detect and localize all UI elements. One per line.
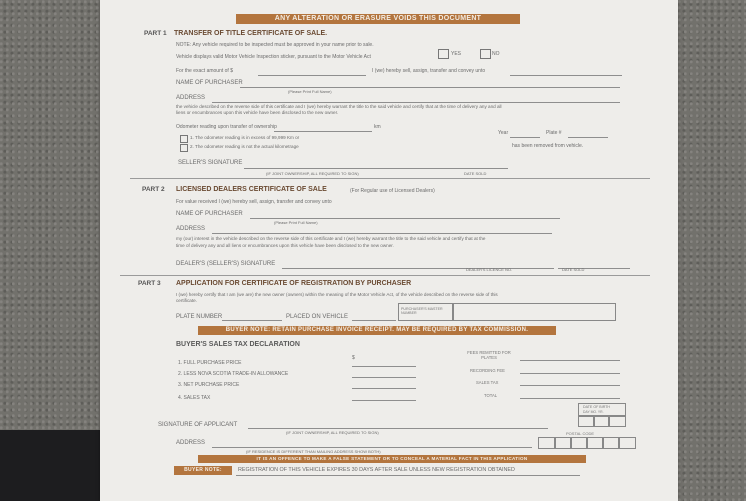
address-label: ADDRESS bbox=[176, 95, 206, 101]
amount-label: For the exact amount of $ bbox=[176, 68, 233, 74]
total-field[interactable] bbox=[520, 398, 620, 399]
plate-field[interactable] bbox=[568, 137, 608, 138]
part1-title: TRANSFER OF TITLE CERTIFICATE OF SALE. bbox=[174, 30, 328, 37]
plate-label: Plate # bbox=[546, 130, 562, 136]
sales-tax-fee-label: SALES TAX bbox=[476, 380, 499, 385]
dollar-sign: $ bbox=[352, 355, 355, 361]
full-price-field[interactable] bbox=[352, 366, 416, 367]
dealer-interest-line-1: my (our) interest in the vehicle described on the reverse side of this certificate and I (we) hereby warrant the title to the said vehicle and certify that at the bbox=[176, 236, 486, 241]
postal-cell-6[interactable] bbox=[618, 437, 636, 449]
fees-remitted-field[interactable] bbox=[520, 360, 620, 361]
dealer-licence-hint: DEALER'S LICENCE NO. bbox=[466, 267, 513, 272]
trade-in-field[interactable] bbox=[352, 377, 416, 378]
part2-purchaser-label: NAME OF PURCHASER bbox=[176, 211, 243, 217]
part1-divider bbox=[130, 178, 650, 179]
tax-item-4: 4. SALES TAX bbox=[178, 395, 211, 401]
applicant-signature-field[interactable] bbox=[248, 428, 548, 429]
master-number-label-box bbox=[398, 303, 454, 321]
part3-title: APPLICATION FOR CERTIFICATE OF REGISTRATION BY PURCHASER bbox=[176, 280, 412, 287]
joint-sign-hint: (IF JOINT OWNERSHIP, ALL REQUIRED TO SIGN) bbox=[266, 171, 359, 176]
registration-expiry-note: REGISTRATION OF THIS VEHICLE EXPIRES 30 DAYS AFTER SALE UNLESS NEW REGISTRATION OBTAINED bbox=[238, 467, 515, 473]
warranty-line-2: liens or encumbrances upon this vehicle have been disclosed to the new owner. bbox=[176, 110, 339, 115]
part2-title-note: (For Regular use of Licensed Dealers) bbox=[350, 188, 435, 194]
sell-statement: I (we) hereby sell, assign, transfer and convey unto bbox=[372, 68, 486, 74]
dealer-signature-label: DEALER'S (SELLER'S) SIGNATURE bbox=[176, 261, 276, 267]
total-label: TOTAL bbox=[484, 393, 498, 398]
date-sold-field[interactable] bbox=[448, 168, 508, 169]
purchaser-name-label: NAME OF PURCHASER bbox=[176, 80, 243, 86]
plate-number-label: PLATE NUMBER bbox=[176, 314, 223, 320]
warranty-line-1: the vehicle described on the reverse side of this certificate and I (we) hereby warrant the title to the said vehicle and certify that at the time of delivery any and all bbox=[176, 104, 502, 109]
applicant-address-field[interactable] bbox=[212, 447, 532, 448]
birth-date-label: DATE OF BIRTH bbox=[583, 405, 611, 409]
plate-removed-note: has been removed from vehicle. bbox=[512, 143, 584, 149]
date-sold-hint: DATE SOLD bbox=[464, 171, 487, 176]
amount-field[interactable] bbox=[258, 75, 366, 76]
applicant-joint-hint: (IF JOINT OWNERSHIP, ALL REQUIRED TO SIGN) bbox=[286, 430, 379, 435]
master-number-input[interactable] bbox=[452, 303, 616, 321]
birth-year-cell[interactable] bbox=[608, 415, 626, 427]
part1-label: PART 1 bbox=[144, 30, 167, 37]
odometer-option-2: 2. The odometer reading is not the actual kilometrage bbox=[190, 144, 299, 149]
inspection-yes-checkbox[interactable] bbox=[438, 49, 449, 59]
odometer-field[interactable] bbox=[274, 131, 372, 132]
part2-purchaser-field[interactable] bbox=[250, 218, 560, 219]
year-label: Year bbox=[498, 130, 509, 136]
certify-line-2: certificate. bbox=[176, 298, 197, 303]
tax-item-1: 1. FULL PURCHASE PRICE bbox=[178, 360, 242, 366]
part2-title: LICENSED DEALERS CERTIFICATE OF SALE bbox=[176, 186, 327, 193]
purchaser-name-field[interactable] bbox=[240, 87, 620, 88]
dealer-interest-line-2: time of delivery any and all liens or encumbrances upon this vehicle have been disclosed to the new owner. bbox=[176, 243, 394, 248]
registration-form bbox=[100, 0, 678, 501]
yes-label: YES bbox=[451, 51, 462, 57]
master-number-label: PURCHASER'S MASTER NUMBER bbox=[401, 307, 443, 315]
part2-label: PART 2 bbox=[142, 186, 165, 193]
seller-signature-label: SELLER'S SIGNATURE bbox=[178, 160, 243, 166]
recording-fee-field[interactable] bbox=[520, 373, 620, 374]
applicant-signature-label: SIGNATURE OF APPLICANT bbox=[158, 422, 238, 428]
tax-item-2: 2. LESS NOVA SCOTIA TRADE-IN ALLOWANCE bbox=[178, 371, 289, 377]
placed-on-vehicle-field[interactable] bbox=[352, 320, 396, 321]
false-statement-banner: IT IS AN OFFENCE TO MAKE A FALSE STATEMENT OR TO CONCEAL A MATERIAL FACT IN THIS APPLICATION bbox=[198, 455, 586, 463]
sell-to-field[interactable] bbox=[510, 75, 622, 76]
part2-date-sold-hint: DATE SOLD bbox=[562, 267, 585, 272]
part2-address-label: ADDRESS bbox=[176, 226, 206, 232]
inspection-statement: Vehicle displays valid Motor Vehicle Inspection sticker, pursuant to the Motor Vehicle Act bbox=[176, 54, 371, 60]
part3-label: PART 3 bbox=[138, 280, 161, 287]
odometer-not-actual-checkbox[interactable] bbox=[180, 144, 188, 152]
address-field[interactable] bbox=[212, 102, 620, 103]
net-price-field[interactable] bbox=[352, 388, 416, 389]
sales-tax-title: BUYER'S SALES TAX DECLARATION bbox=[176, 341, 300, 348]
fees-remitted-label: FEES REMITTED FOR PLATES bbox=[467, 350, 511, 360]
inspection-no-checkbox[interactable] bbox=[480, 49, 491, 59]
dealer-value-statement: For value received I (we) hereby sell, assign, transfer and convey unto bbox=[176, 199, 332, 205]
part2-address-field[interactable] bbox=[212, 233, 552, 234]
plate-number-field[interactable] bbox=[222, 320, 282, 321]
km-unit: km bbox=[374, 124, 381, 130]
dark-background-corner bbox=[0, 430, 110, 501]
sales-tax-field[interactable] bbox=[352, 400, 416, 401]
year-field[interactable] bbox=[510, 137, 540, 138]
dealer-signature-field[interactable] bbox=[282, 268, 472, 269]
seller-signature-field[interactable] bbox=[244, 168, 454, 169]
alteration-warning-banner: ANY ALTERATION OR ERASURE VOIDS THIS DOCUMENT bbox=[236, 14, 520, 24]
expiry-underline bbox=[236, 475, 580, 476]
residence-hint: (IF RESIDENCE IS DIFFERENT THAN MAILING ADDRESS SHOW BOTH) bbox=[246, 449, 381, 454]
part2-print-name-hint: (Please Print Full Name) bbox=[274, 220, 318, 225]
odometer-option-1: 1. The odometer reading is in excess of 99,999 Km or bbox=[190, 135, 300, 140]
no-label: NO bbox=[492, 51, 500, 57]
odometer-label: Odometer reading upon transfer of ownership bbox=[176, 124, 277, 130]
part1-note: NOTE: Any vehicle required to be inspected must be approved in your name prior to sale. bbox=[176, 42, 374, 48]
applicant-address-label: ADDRESS bbox=[176, 440, 206, 446]
print-name-hint: (Please Print Full Name) bbox=[288, 89, 332, 94]
tax-commission-banner: BUYER NOTE: RETAIN PURCHASE INVOICE RECEIPT. MAY BE REQUIRED BY TAX COMMISSION. bbox=[198, 326, 556, 335]
odometer-over-limit-checkbox[interactable] bbox=[180, 135, 188, 143]
part2-divider bbox=[120, 275, 650, 276]
buyer-note-label: BUYER NOTE: bbox=[174, 466, 232, 475]
recording-fee-label: RECORDING FEE bbox=[470, 368, 505, 373]
certify-line-1: I (we) hereby certify that I am (we are) the new owner (owners) within the meaning of the Motor Vehicle Act, of the vehicle described on the reverse side of this bbox=[176, 292, 498, 297]
birth-date-columns: DAY MO. YR. bbox=[583, 410, 604, 414]
tax-item-3: 3. NET PURCHASE PRICE bbox=[178, 382, 240, 388]
sales-tax-fee-field[interactable] bbox=[520, 385, 620, 386]
postal-code-label: POSTAL CODE bbox=[566, 431, 595, 436]
placed-on-vehicle-label: PLACED ON VEHICLE bbox=[286, 314, 349, 320]
